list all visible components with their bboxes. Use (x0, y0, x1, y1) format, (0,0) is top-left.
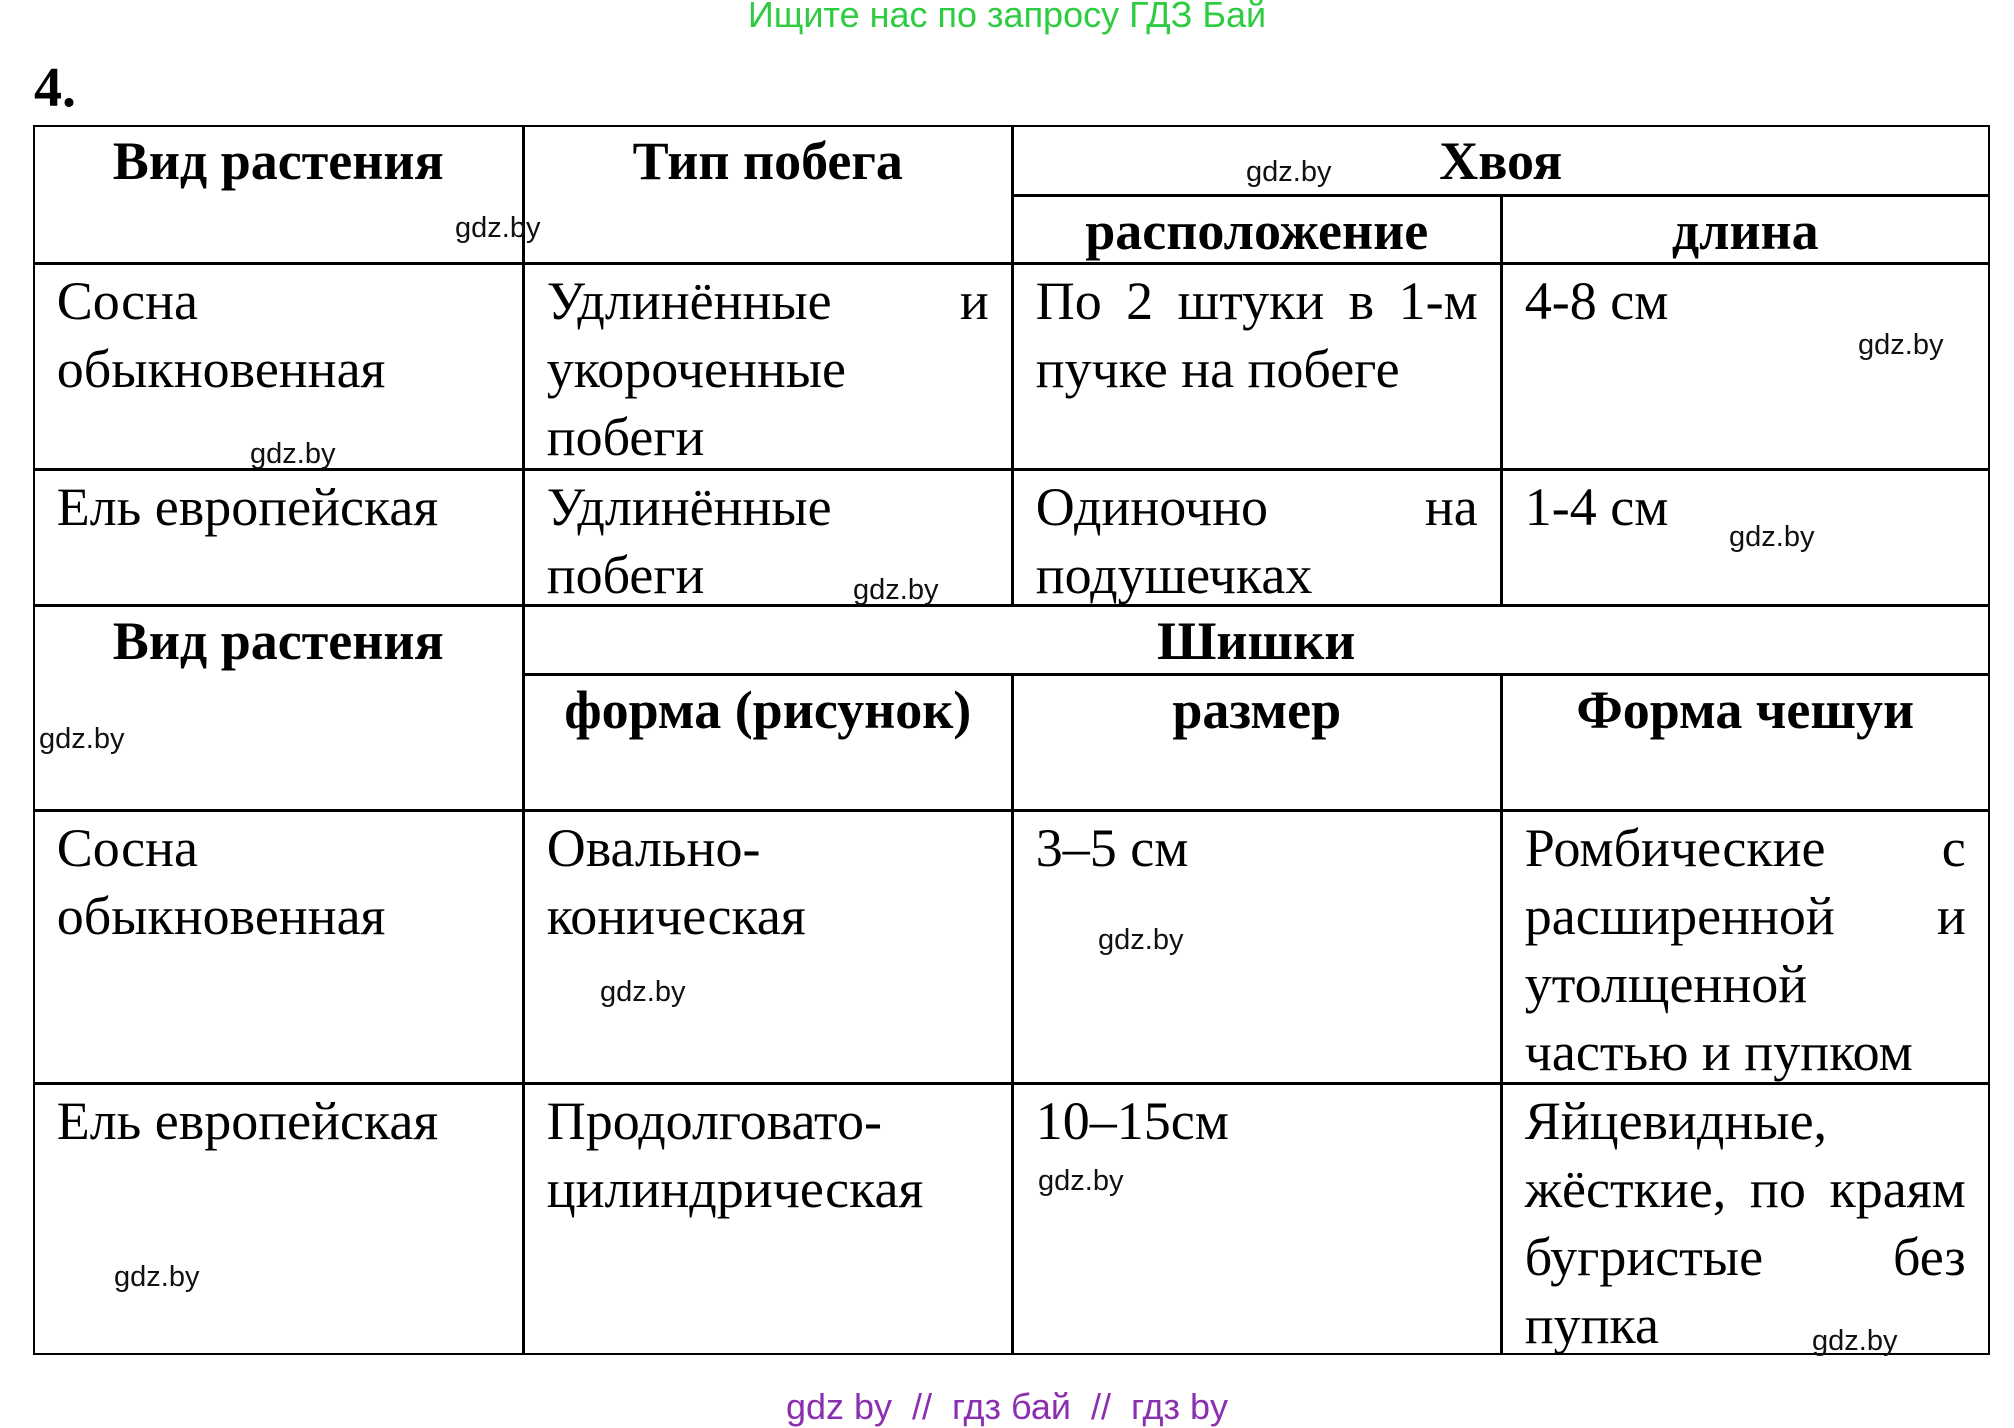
watermark: gdz.by (1729, 521, 1815, 553)
watermark: gdz.by (600, 976, 686, 1008)
header-shoot-type: Тип побега (523, 125, 1013, 264)
header-scale-shape: Форма чешуи (1501, 674, 1990, 811)
header-shape: форма (рисунок) (523, 674, 1013, 811)
cell-shape: Продолговато-цилиндрическая (523, 1083, 1013, 1355)
header-size: размер (1012, 674, 1502, 811)
header-species-2: Вид растения (33, 605, 524, 811)
header-arrangement: расположение (1012, 195, 1502, 264)
header-cones: Шишки (523, 605, 1990, 675)
cell-shape: Овально-коническая (523, 810, 1013, 1084)
watermark: gdz.by (1858, 329, 1944, 361)
watermark: gdz.by (1038, 1165, 1124, 1197)
cell-scale: Ромбические с расширенной и утолщенной частью и пупком (1501, 810, 1990, 1084)
watermark: gdz.by (114, 1261, 200, 1293)
footer-links: gdz by // гдз бай // гдз by (785, 1386, 1229, 1427)
header-needles: Хвоя (1012, 125, 1990, 196)
watermark: gdz.by (455, 212, 541, 244)
cell-species: Сосна обыкновенная (33, 810, 524, 1084)
cell-size: 3–5 см (1012, 810, 1502, 1084)
watermark: gdz.by (1246, 156, 1332, 188)
watermark: gdz.by (1812, 1325, 1898, 1357)
cell-length: 1-4 см (1501, 469, 1990, 606)
search-hint: Ищите нас по запросу ГДЗ Бай (747, 0, 1267, 35)
cell-shoot: Удлинённые побеги (523, 469, 1013, 606)
cell-species: Ель европейская (33, 469, 524, 606)
cell-species: Сосна обыкновенная (33, 263, 524, 470)
watermark: gdz.by (250, 438, 336, 470)
cell-arrangement: Одиночно на подушечках (1012, 469, 1502, 606)
cell-species: Ель европейская (33, 1083, 524, 1355)
header-species: Вид растения (33, 125, 524, 264)
watermark: gdz.by (39, 723, 125, 755)
watermark: gdz.by (853, 574, 939, 606)
watermark: gdz.by (1098, 924, 1184, 956)
cell-scale: Яйцевидные, жёсткие, по краям бугристые без пупка (1501, 1083, 1990, 1355)
cell-size: 10–15см (1012, 1083, 1502, 1355)
cell-length: 4-8 см (1501, 263, 1990, 470)
cell-shoot: Удлинённые и укороченные побеги (523, 263, 1013, 470)
header-length: длина (1501, 195, 1990, 264)
cell-arrangement: По 2 штуки в 1-м пучке на побеге (1012, 263, 1502, 470)
task-number: 4. (34, 57, 76, 119)
